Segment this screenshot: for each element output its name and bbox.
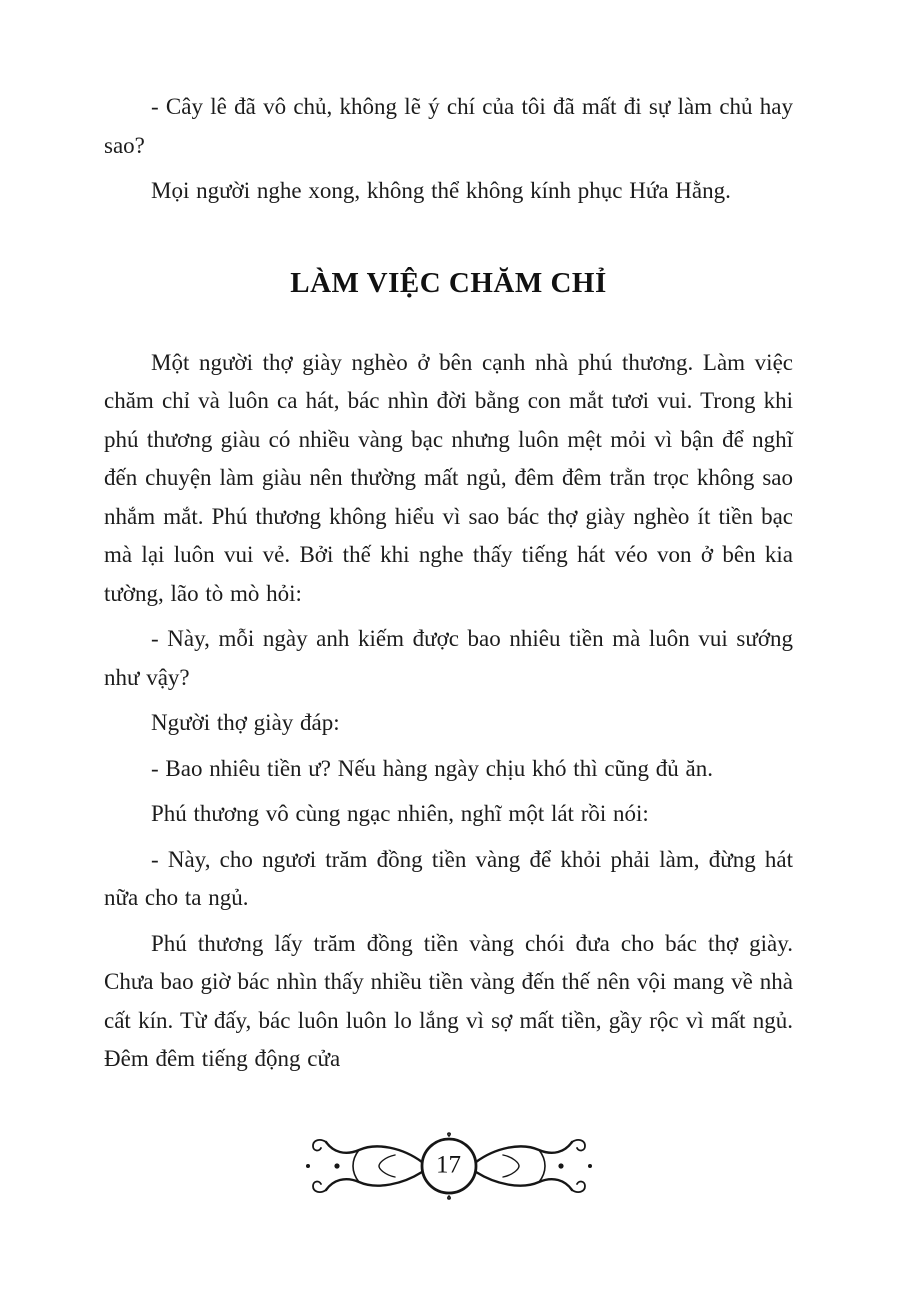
page-number: 17 (436, 1151, 461, 1179)
paragraph: - Cây lê đã vô chủ, không lẽ ý chí của tôi đã mất đi sự làm chủ hay sao? (104, 94, 793, 158)
ornament-wrap (299, 1128, 599, 1204)
paragraph: - Bao nhiêu tiền ư? Nếu hàng ngày chịu khó thì cũng đủ ăn. (151, 755, 714, 781)
paragraph: Mọi người nghe xong, không thể không kính phục Hứa Hằng. (151, 178, 731, 203)
paragraph: Một người thợ giày nghèo ở bên cạnh nhà phú thương. Làm việc chăm chỉ và luôn ca hát, bác nhìn đời bằng con mắt tươi vui. Trong khi phú thương giàu có nhiều vàng bạc nhưng luôn mệt mỏi vì bận để nghĩ đến chuyện làm giàu nên thường mất ngủ, đêm đêm trằn trọc không sao nhắm mắt. Phú thương không hiểu vì sao bác thợ giày nghèo ít tiền bạc mà lại luôn vui vẻ. Bởi thế khi nghe thấy tiếng hát véo von ở bên kia tường, lão tò mò hỏi: (104, 349, 793, 606)
paragraph: Phú thương lấy trăm đồng tiền vàng chói đưa cho bác thợ giày. Chưa bao giờ bác nhìn thấy nhiều tiền vàng đến thế nên vội mang về nhà cất kín. Từ đấy, bác luôn luôn lo lắng vì sợ mất tiền, gầy rộc vì mất ngủ. Đêm đêm tiếng động cửa (104, 930, 793, 1071)
paragraph: - Này, mỗi ngày anh kiếm được bao nhiêu tiền mà luôn vui sướng như vậy? (104, 626, 793, 690)
page-footer-ornament (0, 1128, 897, 1204)
paragraph: Người thợ giày đáp: (151, 710, 340, 735)
paragraph: - Này, cho ngươi trăm đồng tiền vàng để khỏi phải làm, đừng hát nữa cho ta ngủ. (104, 846, 793, 910)
story-title: LÀM VIỆC CHĂM CHỈ (290, 266, 607, 299)
paragraph: Phú thương vô cùng ngạc nhiên, nghĩ một lát rồi nói: (151, 801, 649, 826)
